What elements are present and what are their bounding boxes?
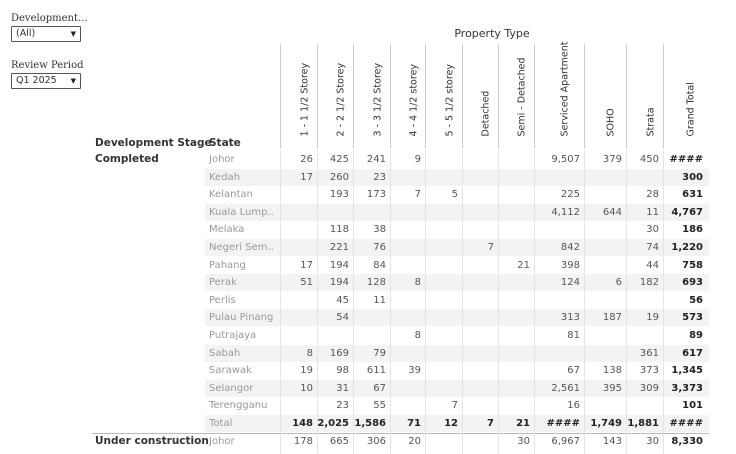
value-cell <box>498 327 530 344</box>
value-cell <box>498 239 530 256</box>
value-cell: 17 <box>300 171 313 183</box>
state-cell: Kuala Lump.. <box>209 206 274 218</box>
value-cell <box>462 327 494 344</box>
value-cell <box>425 257 458 274</box>
value-cell <box>462 397 494 414</box>
state-cell: Putrajaya <box>209 330 257 341</box>
value-cell <box>498 169 530 186</box>
stage-label: Completed <box>95 153 159 165</box>
value-cell: 8 <box>414 330 421 341</box>
value-cell: 17 <box>300 259 313 271</box>
column-divider <box>280 44 281 148</box>
value-cell <box>462 309 494 326</box>
dropdown-arrow-icon: ▼ <box>70 30 76 38</box>
value-cell: 51 <box>300 277 313 289</box>
value-cell: 30 <box>646 435 659 447</box>
value-cell: 644 <box>602 206 622 218</box>
value-cell <box>425 221 458 238</box>
grand-total-cell: 56 <box>689 294 703 306</box>
value-cell <box>584 169 622 186</box>
value-cell <box>626 327 659 344</box>
value-cell <box>390 257 421 274</box>
value-cell: 182 <box>639 277 659 289</box>
grand-total-cell: 631 <box>682 189 703 201</box>
value-cell <box>462 169 494 186</box>
value-cell <box>498 345 530 362</box>
value-cell <box>584 292 622 309</box>
value-cell <box>425 433 458 450</box>
value-cell <box>462 257 494 274</box>
value-cell <box>425 380 458 397</box>
value-cell: 7 <box>451 400 458 412</box>
value-cell: 26 <box>300 154 313 165</box>
grand-total-cell: 101 <box>682 400 703 412</box>
value-cell <box>462 433 494 450</box>
filters-panel <box>11 13 88 89</box>
column-header <box>280 46 317 146</box>
value-cell <box>462 292 494 309</box>
value-cell: 842 <box>560 242 580 253</box>
value-cell: 45 <box>336 294 349 306</box>
value-cell <box>425 327 458 344</box>
column-divider <box>584 150 585 454</box>
column-header-label: 1 - 1 1/2 Storey <box>299 62 310 137</box>
grand-total-cell: 693 <box>682 277 703 289</box>
column-header <box>498 46 534 146</box>
value-cell: 425 <box>329 154 349 165</box>
value-cell: 611 <box>366 365 386 377</box>
value-cell: 21 <box>516 418 530 429</box>
value-cell: 313 <box>560 312 580 324</box>
value-cell: 98 <box>336 365 349 377</box>
value-cell: 7 <box>414 189 421 201</box>
value-cell: 81 <box>567 330 580 341</box>
state-cell: Negeri Sem.. <box>209 242 274 253</box>
column-header-label: 3 - 3 1/2 Storey <box>372 62 383 137</box>
value-cell: 11 <box>646 206 659 218</box>
value-cell: 1,749 <box>590 418 622 429</box>
column-divider <box>663 150 664 454</box>
value-cell <box>626 292 659 309</box>
value-cell: 143 <box>602 435 622 447</box>
value-cell: 148 <box>292 418 313 429</box>
value-cell: 225 <box>560 189 580 201</box>
value-cell: 28 <box>646 189 659 201</box>
value-cell: 12 <box>444 418 458 429</box>
property-type-header: Property Type <box>454 27 530 40</box>
value-cell: 194 <box>329 259 349 271</box>
grand-total-cell: 3,373 <box>671 382 703 394</box>
value-cell: 31 <box>336 382 349 394</box>
column-divider <box>534 150 535 454</box>
value-cell: 21 <box>517 259 530 271</box>
value-cell: 1,881 <box>627 418 659 429</box>
state-cell: Terengganu <box>209 400 268 412</box>
review-period-filter-dropdown[interactable] <box>11 73 81 89</box>
state-cell: Sabah <box>209 347 241 359</box>
grand-total-cell: 617 <box>682 347 703 359</box>
column-header-label: 2 - 2 1/2 Storey <box>335 62 347 137</box>
value-cell: 20 <box>408 435 421 447</box>
value-cell: 361 <box>639 347 659 359</box>
state-cell: Pulau Pinang <box>209 312 274 324</box>
column-header <box>353 46 390 146</box>
value-cell: 74 <box>646 242 659 253</box>
stage-label: Under construction <box>95 434 209 447</box>
value-cell <box>317 204 349 221</box>
value-cell <box>390 239 421 256</box>
value-cell <box>462 204 494 221</box>
value-cell: 71 <box>407 418 421 429</box>
value-cell <box>280 292 313 309</box>
value-cell: 221 <box>329 242 349 253</box>
value-cell <box>425 274 458 291</box>
value-cell <box>498 292 530 309</box>
value-cell <box>425 362 458 379</box>
value-cell: 379 <box>602 154 622 165</box>
column-header-label: SOHO <box>605 108 617 137</box>
value-cell <box>280 204 313 221</box>
value-cell: 11 <box>373 294 386 306</box>
value-cell <box>534 169 580 186</box>
column-divider <box>663 44 664 148</box>
state-cell: Perlis <box>209 294 236 306</box>
value-cell: 67 <box>567 365 580 377</box>
value-cell: 128 <box>366 277 386 289</box>
column-divider <box>317 150 318 454</box>
value-cell <box>317 327 349 344</box>
value-cell <box>462 362 494 379</box>
value-cell: 9,507 <box>551 154 580 165</box>
column-divider <box>317 44 318 148</box>
grand-total-cell: 8,330 <box>671 435 703 447</box>
value-cell: 10 <box>300 382 313 394</box>
value-cell <box>498 204 530 221</box>
value-cell <box>498 151 530 168</box>
development-filter-dropdown[interactable] <box>11 26 81 42</box>
column-header-label: 4 - 4 1/2 storey <box>408 63 419 137</box>
value-cell <box>390 345 421 362</box>
development-filter-label: Development... <box>11 13 88 24</box>
value-cell: 84 <box>373 259 386 271</box>
value-cell: 54 <box>336 312 349 324</box>
grand-total-cell: #### <box>669 154 703 165</box>
column-header <box>390 46 425 146</box>
value-cell: 398 <box>560 259 580 271</box>
value-cell: 23 <box>336 400 349 412</box>
column-divider <box>280 150 281 454</box>
value-cell: 1,586 <box>354 418 386 429</box>
value-cell: 19 <box>646 312 659 324</box>
value-cell: 194 <box>329 277 349 289</box>
grand-total-cell: 1,220 <box>671 242 703 253</box>
grand-total-cell: 1,345 <box>671 365 703 377</box>
value-cell <box>534 292 580 309</box>
state-cell: Kelantan <box>209 189 253 201</box>
value-cell: 2,025 <box>317 418 349 429</box>
column-header <box>425 46 462 146</box>
value-cell: 44 <box>646 259 659 271</box>
column-divider <box>626 44 627 148</box>
value-cell: 6 <box>615 277 622 289</box>
value-cell <box>425 309 458 326</box>
value-cell: 241 <box>366 154 386 165</box>
value-cell <box>280 239 313 256</box>
value-cell: 23 <box>373 171 386 183</box>
value-cell: 76 <box>373 242 386 253</box>
grand-total-cell: #### <box>669 418 703 429</box>
column-header <box>626 46 663 146</box>
value-cell <box>425 239 458 256</box>
value-cell <box>584 186 622 203</box>
value-cell <box>462 186 494 203</box>
state-cell: Johor <box>209 154 235 165</box>
state-cell: Kedah <box>209 171 241 183</box>
value-cell: 118 <box>329 224 349 236</box>
column-divider <box>462 150 463 454</box>
value-cell: 39 <box>408 365 421 377</box>
grand-total-cell: 186 <box>682 224 703 236</box>
value-cell <box>280 327 313 344</box>
value-cell <box>280 186 313 203</box>
column-divider <box>462 44 463 148</box>
value-cell <box>498 309 530 326</box>
value-cell: 2,561 <box>551 382 580 394</box>
value-cell <box>390 380 421 397</box>
value-cell <box>462 345 494 362</box>
value-cell <box>425 151 458 168</box>
value-cell: 30 <box>517 435 530 447</box>
value-cell <box>626 397 659 414</box>
value-cell: 67 <box>373 382 386 394</box>
column-header <box>663 46 707 146</box>
grand-total-cell: 573 <box>682 312 703 324</box>
value-cell: 30 <box>646 224 659 236</box>
value-cell: 38 <box>373 224 386 236</box>
column-header-label: 5 - 5 1/2 storey <box>444 63 455 137</box>
column-divider <box>626 150 627 454</box>
value-cell <box>390 221 421 238</box>
column-divider <box>498 44 499 148</box>
value-cell <box>498 362 530 379</box>
value-cell <box>626 169 659 186</box>
value-cell <box>280 397 313 414</box>
value-cell: 169 <box>329 347 349 359</box>
column-divider <box>353 44 354 148</box>
grand-total-cell: 4,767 <box>671 206 703 218</box>
value-cell <box>462 380 494 397</box>
value-cell <box>353 204 386 221</box>
state-header: State <box>209 137 241 149</box>
value-cell: 8 <box>414 277 421 289</box>
column-divider <box>353 150 354 454</box>
value-cell <box>353 309 386 326</box>
column-header-label: Grand Total <box>685 82 697 137</box>
value-cell <box>584 345 622 362</box>
value-cell: 7 <box>487 418 494 429</box>
state-cell: Total <box>209 418 233 429</box>
value-cell: 124 <box>560 277 580 289</box>
value-cell: 79 <box>373 347 386 359</box>
state-cell: Melaka <box>209 224 245 236</box>
value-cell: 19 <box>300 365 313 377</box>
value-cell <box>353 327 386 344</box>
review-period-filter-value: Q1 2025 <box>16 75 57 86</box>
value-cell <box>390 292 421 309</box>
column-header-label: Semi - Detached <box>516 57 528 137</box>
column-divider <box>425 150 426 454</box>
value-cell <box>462 221 494 238</box>
value-cell <box>390 169 421 186</box>
state-cell: Johor <box>209 435 235 447</box>
column-divider <box>498 150 499 454</box>
value-cell: 9 <box>414 154 421 165</box>
column-divider <box>534 44 535 148</box>
value-cell: 173 <box>366 189 386 201</box>
column-header <box>534 41 584 146</box>
development-filter-value: (All) <box>16 28 36 39</box>
value-cell: 193 <box>329 189 349 201</box>
grand-total-cell: 300 <box>682 171 703 183</box>
value-cell: 665 <box>329 435 349 447</box>
value-cell: 6,967 <box>551 435 580 447</box>
value-cell: 7 <box>487 242 494 253</box>
value-cell: 260 <box>329 171 349 183</box>
column-divider <box>425 44 426 148</box>
column-header-label: Serviced Apartment <box>559 41 571 137</box>
value-cell <box>462 151 494 168</box>
value-cell <box>425 204 458 221</box>
value-cell: 187 <box>602 312 622 324</box>
value-cell <box>498 380 530 397</box>
column-header-label: Detached <box>480 90 492 137</box>
column-divider <box>584 44 585 148</box>
value-cell <box>498 221 530 238</box>
value-cell <box>584 221 622 238</box>
value-cell: 395 <box>602 382 622 394</box>
column-header-label: Strata <box>645 107 656 137</box>
grand-total-cell: 89 <box>689 330 703 341</box>
value-cell <box>390 397 421 414</box>
value-cell <box>462 274 494 291</box>
review-period-filter-label: Review Period <box>11 60 84 71</box>
state-cell: Sarawak <box>209 365 252 377</box>
value-cell: 306 <box>366 435 386 447</box>
value-cell: 178 <box>293 435 313 447</box>
column-header <box>317 46 353 146</box>
value-cell <box>498 186 530 203</box>
value-cell: 138 <box>602 365 622 377</box>
value-cell: 55 <box>373 400 386 412</box>
value-cell: 309 <box>639 382 659 394</box>
value-cell <box>584 239 622 256</box>
grand-total-cell: 758 <box>682 259 703 271</box>
value-cell: 4,112 <box>551 206 580 218</box>
value-cell <box>425 169 458 186</box>
value-cell: 16 <box>567 400 580 412</box>
value-cell <box>425 345 458 362</box>
value-cell <box>584 327 622 344</box>
value-cell <box>390 204 421 221</box>
column-divider <box>390 150 391 454</box>
value-cell: 373 <box>639 365 659 377</box>
value-cell: 5 <box>451 189 458 201</box>
column-divider <box>390 44 391 148</box>
value-cell <box>390 309 421 326</box>
value-cell <box>498 274 530 291</box>
state-cell: Pahang <box>209 259 246 271</box>
value-cell <box>498 397 530 414</box>
value-cell: #### <box>546 418 580 429</box>
state-cell: Perak <box>209 277 237 289</box>
value-cell: 450 <box>639 154 659 165</box>
value-cell <box>534 221 580 238</box>
value-cell <box>534 345 580 362</box>
value-cell <box>425 292 458 309</box>
column-header <box>462 46 498 146</box>
development-stage-header: Development Stage <box>95 137 212 149</box>
value-cell: 8 <box>306 347 313 359</box>
value-cell <box>584 397 622 414</box>
value-cell <box>584 257 622 274</box>
state-cell: Selangor <box>209 382 254 394</box>
value-cell <box>280 309 313 326</box>
value-cell <box>280 221 313 238</box>
dropdown-arrow-icon: ▼ <box>70 77 76 85</box>
column-header <box>584 46 626 146</box>
